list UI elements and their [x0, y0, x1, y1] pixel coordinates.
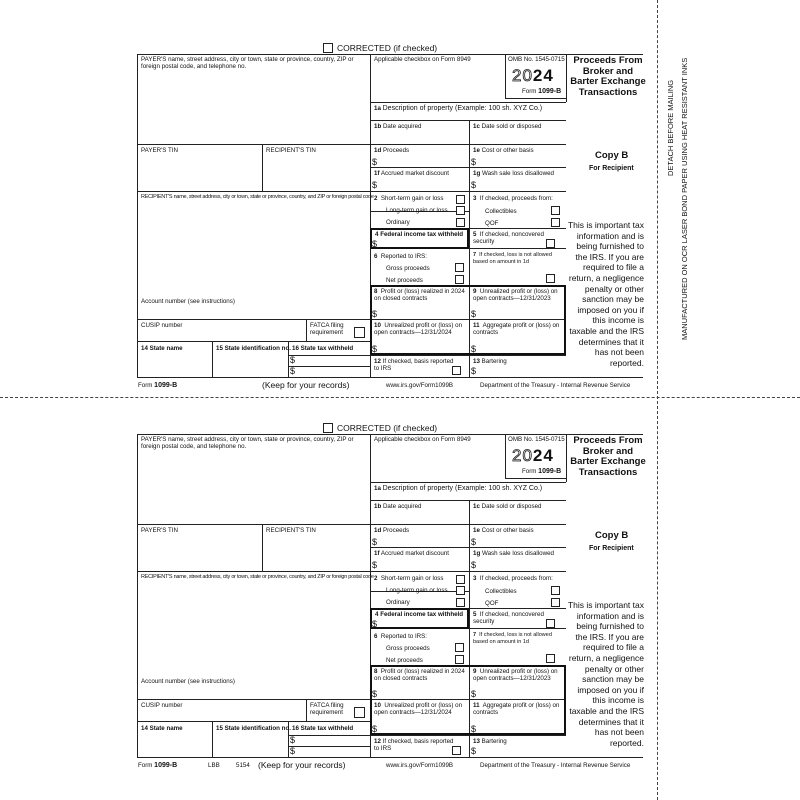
box-3: 3 If checked, proceeds from:: [473, 575, 553, 582]
gross-proceeds-checkbox[interactable]: [455, 643, 464, 652]
box-4: 4 Federal income tax withheld: [375, 611, 464, 618]
corrected-checkbox[interactable]: [323, 423, 333, 433]
recipient-name-label: RECIPIENT'S name, street address, city or town, state or province, country, and ZIP or foreign postal code: [141, 574, 374, 580]
box-3-qof: QOF: [485, 220, 499, 227]
notice-line: sanction may be: [582, 674, 644, 685]
box-3: 3 If checked, proceeds from:: [473, 195, 553, 202]
omb-number: OMB No. 1545-0715: [508, 436, 565, 443]
notice-line: being furnished to: [576, 621, 644, 632]
box-6-net: Net proceeds: [386, 277, 423, 284]
form-id: Form 1099-B: [522, 88, 562, 95]
box-10: 10 Unrealized profit or (loss) on open contracts—12/31/2024: [374, 322, 463, 337]
applicable-checkbox-label: Applicable checkbox on Form 8949: [374, 436, 471, 443]
notice-line: this income is: [592, 315, 644, 326]
fatca-checkbox[interactable]: [354, 707, 365, 718]
box-2-ordinary: Ordinary: [386, 599, 410, 606]
omb-number: OMB No. 1545-0715: [508, 56, 565, 63]
box-14-state-name: 14 State name: [141, 725, 183, 732]
box-1g: 1g Wash sale loss disallowed: [473, 170, 554, 177]
box-6-gross: Gross proceeds: [386, 645, 430, 652]
box-4: 4 Federal income tax withheld: [375, 231, 464, 238]
irs-url[interactable]: www.irs.gov/Form1099B: [386, 762, 454, 769]
box-13: 13 Bartering: [473, 358, 507, 365]
for-recipient-label: For Recipient: [589, 165, 634, 172]
notice-line: the IRS. If you are: [575, 631, 644, 642]
box-1d: 1d Proceeds: [374, 527, 410, 534]
for-recipient-label: For Recipient: [589, 545, 634, 552]
recipient-tin: RECIPIENT'S TIN: [266, 527, 316, 534]
account-number-label: Account number (see instructions): [141, 678, 235, 685]
notice-line: taxable and the IRS: [569, 325, 644, 336]
box-1a: 1a Description of property (Example: 100 sh. XYZ Co.): [374, 105, 543, 112]
footer-form-id: Form 1099-B: [138, 762, 178, 769]
notice-line: required to file a: [583, 642, 644, 653]
detach-text: DETACH BEFORE MAILING: [666, 79, 675, 176]
box-15-state-id: 15 State identification no.: [216, 345, 291, 352]
box-1c: 1c Date sold or disposed: [473, 503, 542, 510]
notice-line: has not been: [594, 727, 644, 738]
notice-line: sanction may be: [582, 294, 644, 305]
recipient-name-label: RECIPIENT'S name, street address, city or town, state or province, country, and ZIP or foreign postal code: [141, 194, 374, 200]
notice-line: determines that it: [578, 336, 644, 347]
notice-line: return, a negligence: [568, 272, 644, 283]
box-6: 6 Reported to IRS:: [374, 253, 427, 260]
notice-line: return, a negligence: [568, 652, 644, 663]
box-8: 8 Profit or (loss) realized in 2024 on closed contracts: [374, 288, 465, 303]
corrected-checkbox[interactable]: [323, 43, 333, 53]
box-1a: 1a Description of property (Example: 100 sh. XYZ Co.): [374, 485, 543, 492]
box-1c: 1c Date sold or disposed: [473, 123, 542, 130]
box-9: 9 Unrealized profit or (loss) on open contracts—12/31/2023: [473, 668, 558, 683]
keep-for-records: (Keep for your records): [262, 380, 350, 390]
qof-checkbox[interactable]: [551, 218, 560, 227]
noncovered-checkbox[interactable]: [546, 619, 555, 628]
box-3-collectibles: Collectibles: [485, 208, 517, 215]
notice-line: This is important tax: [567, 600, 644, 610]
notice-line: taxable and the IRS: [569, 705, 644, 716]
notice-line: required to file a: [583, 262, 644, 273]
notice-line: this income is: [592, 695, 644, 706]
form-title: Proceeds From Broker and Barter Exchange Transactions: [570, 55, 646, 98]
box-11: 11 Aggregate profit or (loss) on contracts: [473, 322, 560, 337]
box-6-gross: Gross proceeds: [386, 265, 430, 272]
box-1g: 1g Wash sale loss disallowed: [473, 550, 554, 557]
notice-line: being furnished to: [576, 241, 644, 252]
box-1e: 1e Cost or other basis: [473, 527, 534, 534]
payer-name-label: PAYER'S name, street address, city or town, state or province, country, ZIP or foreign postal code, and telephone no.: [141, 436, 354, 451]
notice-line: reported.: [609, 357, 644, 368]
corrected-label: CORRECTED (if checked): [337, 423, 438, 433]
basis-reported-checkbox[interactable]: [452, 746, 461, 755]
qof-checkbox[interactable]: [551, 598, 560, 607]
cusip-label: CUSIP number: [141, 702, 183, 709]
treasury-dept: Department of the Treasury - Internal Revenue Service: [480, 382, 631, 389]
notice-text: [560, 600, 644, 748]
payer-tin: PAYER'S TIN: [141, 147, 178, 154]
noncovered-checkbox[interactable]: [546, 239, 555, 248]
form-id: Form 1099-B: [522, 468, 562, 475]
code-5154: 5154: [236, 762, 250, 769]
box-10: 10 Unrealized profit or (loss) on open contracts—12/31/2024: [374, 702, 463, 717]
gross-proceeds-checkbox[interactable]: [455, 263, 464, 272]
notice-line: information and is: [576, 610, 644, 621]
box-12: 12 If checked, basis reported to IRS: [374, 738, 454, 753]
tax-year: 2024: [512, 66, 554, 85]
payer-tin: PAYER'S TIN: [141, 527, 178, 534]
collectibles-checkbox[interactable]: [551, 586, 560, 595]
payer-name-label: PAYER'S name, street address, city or town, state or province, country, ZIP or foreign postal code, and telephone no.: [141, 56, 354, 71]
net-proceeds-checkbox[interactable]: [455, 655, 464, 664]
notice-line: imposed on you if: [577, 684, 644, 695]
copy-b-label: Copy B: [595, 530, 629, 541]
loss-not-allowed-checkbox[interactable]: [546, 654, 555, 663]
short-term-checkbox[interactable]: [456, 195, 465, 204]
account-number-label: Account number (see instructions): [141, 298, 235, 305]
box-6-net: Net proceeds: [386, 657, 423, 664]
box-2-ordinary: Ordinary: [386, 219, 410, 226]
long-term-checkbox[interactable]: [456, 206, 465, 215]
box-1f: 1f Accrued market discount: [374, 170, 449, 177]
notice-line: imposed on you if: [577, 304, 644, 315]
box-9: 9 Unrealized profit or (loss) on open contracts—12/31/2023: [473, 288, 558, 303]
notice-line: determines that it: [578, 716, 644, 727]
box-15-state-id: 15 State identification no.: [216, 725, 291, 732]
keep-for-records: (Keep for your records): [258, 760, 346, 770]
form-title: Proceeds From Broker and Barter Exchange Transactions: [570, 435, 646, 478]
recipient-tin: RECIPIENT'S TIN: [266, 147, 316, 154]
box-6: 6 Reported to IRS:: [374, 633, 427, 640]
box-11: 11 Aggregate profit or (loss) on contracts: [473, 702, 560, 717]
collectibles-checkbox[interactable]: [551, 206, 560, 215]
tear-line-horizontal: [0, 397, 800, 398]
treasury-dept: Department of the Treasury - Internal Revenue Service: [480, 762, 631, 769]
box-2-short: 2 Short-term gain or loss: [374, 575, 444, 582]
box-8: 8 Profit or (loss) realized in 2024 on closed contracts: [374, 668, 465, 683]
box-7: 7 If checked, loss is not allowed based on amount in 1d: [473, 632, 552, 645]
box-2-short: 2 Short-term gain or loss: [374, 195, 444, 202]
long-term-checkbox[interactable]: [456, 586, 465, 595]
notice-text: [560, 220, 644, 368]
corrected-label: CORRECTED (if checked): [337, 43, 438, 53]
notice-line: reported.: [609, 737, 644, 748]
box-3-qof: QOF: [485, 600, 499, 607]
notice-line: the IRS. If you are: [575, 251, 644, 262]
box-7: 7 If checked, loss is not allowed based on amount in 1d: [473, 252, 552, 265]
applicable-checkbox-label: Applicable checkbox on Form 8949: [374, 56, 471, 63]
box-14-state-name: 14 State name: [141, 345, 183, 352]
notice-line: has not been: [594, 347, 644, 358]
box-1b: 1b Date acquired: [374, 123, 422, 130]
tax-year: 2024: [512, 446, 554, 465]
copy-b-label: Copy B: [595, 150, 629, 161]
box-13: 13 Bartering: [473, 738, 507, 745]
lbb-code: LBB: [208, 762, 220, 769]
irs-url[interactable]: www.irs.gov/Form1099B: [386, 382, 454, 389]
notice-line: This is important tax: [567, 220, 644, 230]
short-term-checkbox[interactable]: [456, 575, 465, 584]
notice-line: penalty or other: [584, 663, 644, 674]
fatca-label: FATCA filing requirement: [310, 702, 344, 717]
box-1e: 1e Cost or other basis: [473, 147, 534, 154]
box-1d: 1d Proceeds: [374, 147, 410, 154]
notice-line: penalty or other: [584, 283, 644, 294]
fatca-checkbox[interactable]: [354, 327, 365, 338]
box-1b: 1b Date acquired: [374, 503, 422, 510]
notice-line: information and is: [576, 230, 644, 241]
box-16-state-tax: 16 State tax withheld: [292, 725, 354, 732]
loss-not-allowed-checkbox[interactable]: [546, 274, 555, 283]
box-16-state-tax: 16 State tax withheld: [292, 345, 354, 352]
footer-form-id: Form 1099-B: [138, 382, 178, 389]
box-12: 12 If checked, basis reported to IRS: [374, 358, 454, 373]
ordinary-checkbox[interactable]: [456, 218, 465, 227]
ordinary-checkbox[interactable]: [456, 598, 465, 607]
fatca-label: FATCA filing requirement: [310, 322, 344, 337]
manufactured-text: MANUFACTURED ON OCR LASER BOND PAPER USING HEAT RESISTANT INKS: [680, 57, 689, 340]
box-3-collectibles: Collectibles: [485, 588, 517, 595]
box-1f: 1f Accrued market discount: [374, 550, 449, 557]
box-5: 5 If checked, noncovered security: [473, 611, 544, 626]
box-2-long: Long-term gain or loss: [386, 587, 448, 594]
basis-reported-checkbox[interactable]: [452, 366, 461, 375]
box-2-long: Long-term gain or loss: [386, 207, 448, 214]
net-proceeds-checkbox[interactable]: [455, 275, 464, 284]
box-5: 5 If checked, noncovered security: [473, 231, 544, 246]
cusip-label: CUSIP number: [141, 322, 183, 329]
tear-line-vertical: [657, 0, 658, 800]
